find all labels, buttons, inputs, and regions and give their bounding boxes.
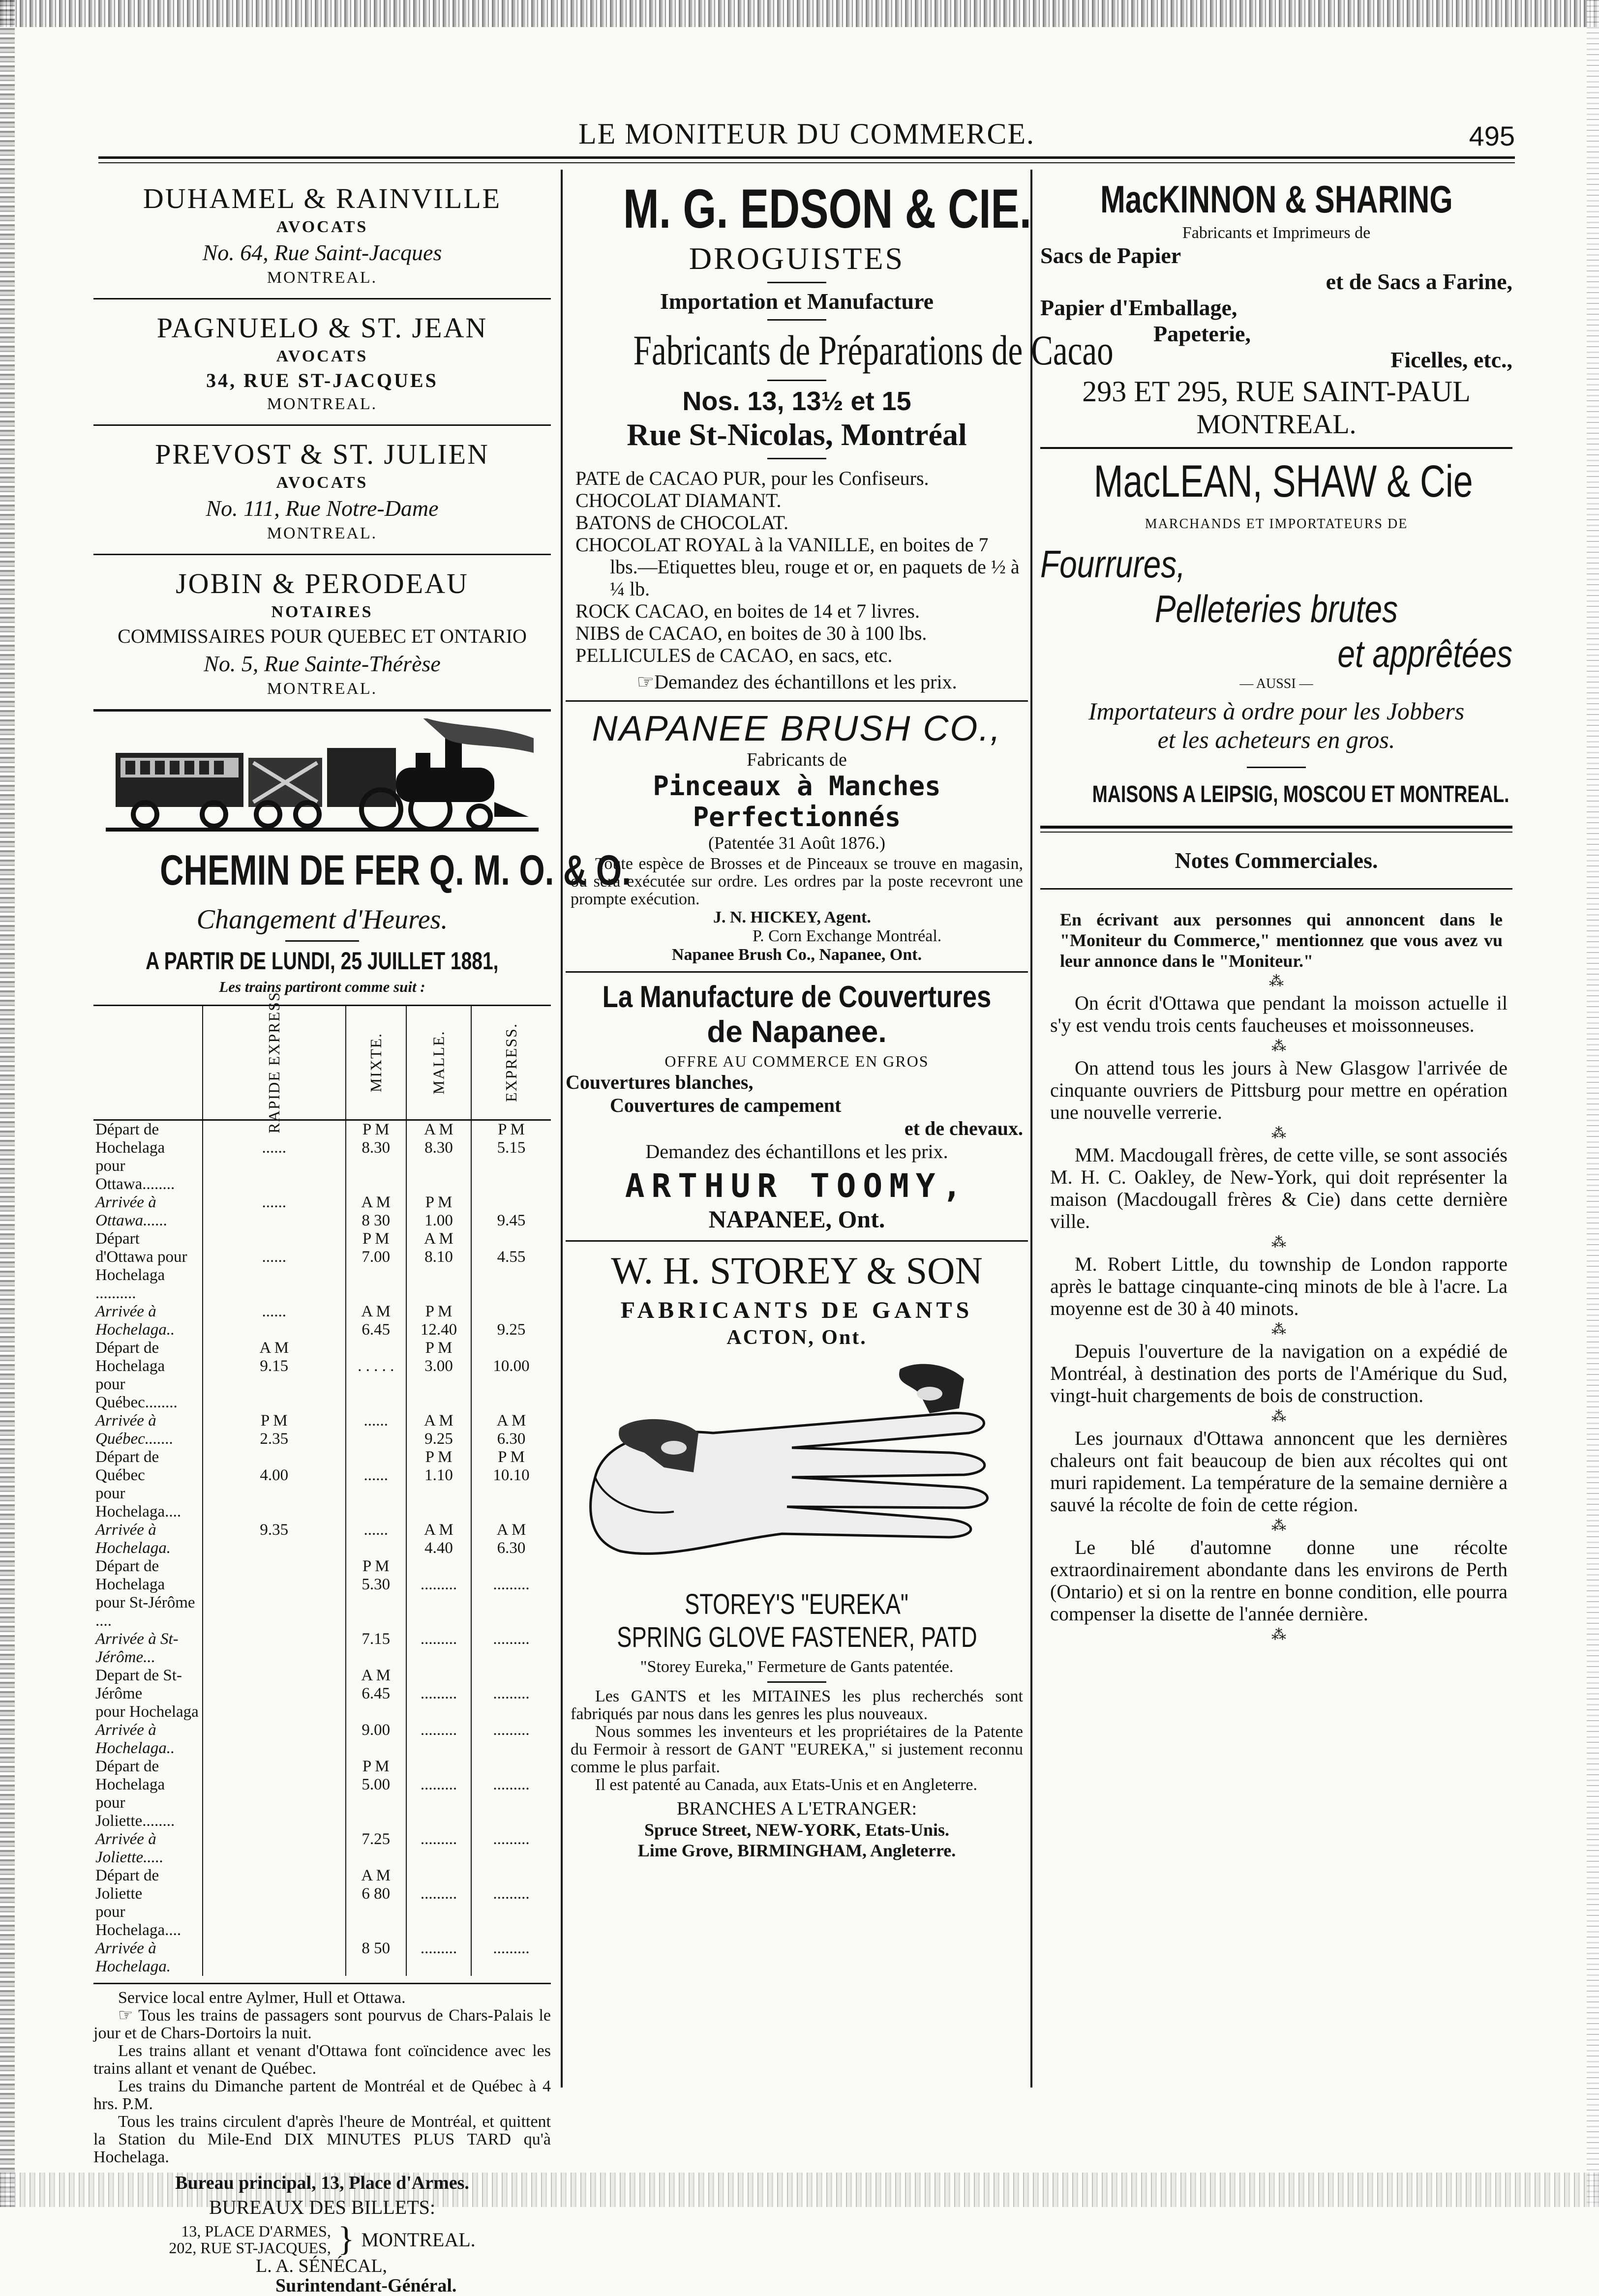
- table-row: [93, 1758, 551, 1830]
- storey-p2: Nous sommes les inventeurs et les propriétaires de la Patente du Fermoir à ressort de GANT "EUREKA," si justement reconnu comme le plus parfait.: [571, 1723, 1023, 1776]
- running-head: [98, 113, 1515, 152]
- asterism: ⁂: [1271, 1408, 1286, 1425]
- rail-subtitle: Changement d'Heures.: [196, 904, 448, 935]
- timetable-cell: [203, 1557, 346, 1630]
- brace: }: [337, 2220, 355, 2258]
- card-pagnuelo: [93, 306, 551, 417]
- table-row: [93, 1557, 551, 1630]
- card-city: MONTREAL.: [267, 395, 378, 413]
- divider: [767, 380, 826, 381]
- sign-name: L. A. SÉNÉCAL,: [256, 2256, 388, 2276]
- table-row: [93, 1721, 551, 1758]
- card-address: 34, RUE ST-JACQUES: [206, 369, 438, 391]
- ad-storey: [566, 1249, 1028, 1683]
- divider: [93, 424, 551, 426]
- timetable-cell: ......: [346, 1448, 406, 1521]
- ticket-city: MONTREAL.: [361, 2228, 476, 2251]
- glove-illustration-icon: [575, 1354, 1018, 1585]
- column-1: [93, 177, 631, 2296]
- couv-city: NAPANEE, Ont.: [708, 1205, 885, 1233]
- table-row: [93, 1339, 551, 1412]
- timetable-cell: 7.25: [346, 1830, 406, 1867]
- note-paragraph: On écrit d'Ottawa que pendant la moisson actuelle il s'y est vendu trois cents faucheuses et moissonneuses.: [1050, 992, 1508, 1036]
- timetable-cell: 9.45: [471, 1193, 551, 1230]
- mackinnon-line-1: Fabricants et Imprimeurs de: [1182, 224, 1371, 242]
- column-rule-2: [1030, 170, 1032, 2087]
- scan-edge-top: [0, 0, 1599, 27]
- couv-offer: OFFRE AU COMMERCE EN GROS: [664, 1052, 929, 1070]
- timetable-cell: P M 7.00: [346, 1230, 406, 1303]
- divider: [566, 1240, 1028, 1242]
- storey-p1: Les GANTS et les MITAINES les plus recherchés sont fabriqués par nous dans les genres les plus nouveaux.: [571, 1687, 1023, 1723]
- edson-ask: ☞Demandez des échantillons et les prix.: [636, 671, 957, 693]
- table-row: [93, 1303, 551, 1339]
- timetable-station: Depart de St-Jérôme pour Hochelaga: [95, 1667, 199, 1721]
- storey-branch-1: Spruce Street, NEW-YORK, Etats-Unis.: [644, 1820, 949, 1840]
- maclean-aussi: — AUSSI —: [1239, 676, 1313, 691]
- timetable-header: EXPRESS.: [471, 1006, 551, 1120]
- timetable-cell: 9.25: [471, 1303, 551, 1339]
- table-row: [93, 1521, 551, 1557]
- storey-caption: "Storey Eureka," Fermeture de Gants patentée.: [640, 1658, 954, 1676]
- list-item: PELLICULES de CACAO, en sacs, etc.: [575, 644, 893, 666]
- divider: [566, 971, 1028, 973]
- timetable-station: Départ de Hochelaga pour Joliette........: [95, 1758, 175, 1830]
- rail-billets: BUREAUX DES BILLETS:: [209, 2196, 435, 2218]
- storey-city: ACTON, Ont.: [726, 1326, 867, 1349]
- notes-title: Notes Commerciales.: [1175, 848, 1378, 873]
- timetable-cell: P M 10.10: [471, 1448, 551, 1521]
- rail-note-line: Service local entre Aylmer, Hull et Ottawa.: [118, 1989, 406, 2007]
- timetable-cell: 10.00: [471, 1339, 551, 1412]
- timetable-cell: A M 8.10: [406, 1230, 471, 1303]
- table-row: [93, 1630, 551, 1667]
- divider: [93, 554, 551, 555]
- storey-brand-2: SPRING GLOVE FASTENER, PATD: [616, 1621, 977, 1653]
- timetable-cell: [203, 1867, 346, 1939]
- table-row: [93, 1230, 551, 1303]
- timetable-cell: ......: [203, 1230, 346, 1303]
- page-number: 495: [1469, 120, 1515, 151]
- locomotive-icon: [106, 718, 539, 836]
- rail-bureau: Bureau principal, 13, Place d'Armes.: [175, 2173, 469, 2193]
- asterism: ⁂: [1271, 1627, 1286, 1643]
- storey-name: W. H. STOREY & SON: [611, 1249, 983, 1292]
- timetable-cell: P M 2.35: [203, 1412, 346, 1448]
- card-name: JOBIN & PERODEAU: [176, 567, 469, 599]
- asterism: ⁂: [1271, 1125, 1286, 1141]
- table-row: [93, 1120, 551, 1194]
- divider: [1040, 447, 1512, 449]
- card-profession: NOTAIRES: [271, 603, 373, 621]
- list-item: PATE de CACAO PUR, pour les Confiseurs.: [575, 467, 929, 489]
- list-item: BATONS de CHOCOLAT.: [575, 511, 788, 534]
- mackinnon-line-5: Papeterie,: [1153, 321, 1251, 346]
- timetable-cell: A M 6.30: [471, 1521, 551, 1557]
- timetable-cell: A M 9.15: [203, 1339, 346, 1412]
- timetable-cell: P M 5.00: [346, 1758, 406, 1830]
- timetable-cell: A M 6.45: [346, 1303, 406, 1339]
- couv-owner: ARTHUR TOOMY,: [625, 1167, 969, 1205]
- timetable-station: Arrivée à Hochelaga.: [95, 1939, 171, 1975]
- table-row: [93, 1448, 551, 1521]
- timetable-header-station: [93, 1006, 203, 1120]
- edson-nos: Nos. 13, 13½ et 15: [682, 387, 911, 416]
- ad-mackinnon: [1040, 177, 1512, 242]
- divider: [93, 298, 551, 299]
- table-row: [93, 1830, 551, 1867]
- maclean-houses: MAISONS A LEIPSIG, MOSCOU ET MONTREAL.: [1092, 781, 1509, 807]
- journal-title: LE MONITEUR DU COMMERCE.: [578, 118, 1035, 150]
- table-row: [93, 1412, 551, 1448]
- ad-couvertures: [566, 980, 1028, 1071]
- napanee-company: Napanee Brush Co., Napanee, Ont.: [671, 946, 922, 964]
- column-rule-1: [561, 170, 563, 2087]
- timetable-cell: .........: [406, 1667, 471, 1721]
- rail-note: Les trains partiront comme suit :: [219, 978, 425, 995]
- sign-title: Surintendant-Général.: [275, 2275, 457, 2296]
- note-paragraph: Depuis l'ouverture de la navigation on a expédié de Montréal, à destination des ports de l'Amérique du Sud, vingt-huit chargements de bois de construction.: [1050, 1340, 1508, 1406]
- napanee-agent: J. N. HICKEY, Agent.: [713, 908, 871, 926]
- card-line: COMMISSAIRES POUR QUEBEC ET ONTARIO: [118, 625, 527, 647]
- timetable-cell: [203, 1630, 346, 1667]
- napanee-text: Toute espèce de Brosses et de Pinceaux se trouve en magasin, ou sera exécutée sur ordre. Les ordres par la poste recevront une prompte exécution.: [571, 855, 1023, 908]
- edson-trade: DROGUISTES: [689, 241, 905, 276]
- maclean-fur-3: et apprêtées: [1337, 632, 1512, 675]
- timetable-station: Arrivée à Hochelaga.: [95, 1521, 171, 1557]
- timetable-cell: 7.15: [346, 1630, 406, 1667]
- ticket-address-2: 202, RUE ST-JACQUES,: [169, 2239, 331, 2257]
- divider: [1040, 888, 1512, 890]
- asterism: ⁂: [1271, 1038, 1286, 1054]
- timetable-cell: .........: [406, 1721, 471, 1758]
- divider: [767, 1681, 826, 1683]
- couv-title-2: de Napanee.: [707, 1015, 887, 1049]
- timetable-cell: P M 3.00: [406, 1339, 471, 1412]
- timetable-cell: A M 6.45: [346, 1667, 406, 1721]
- mackinnon-line-6: Ficelles, etc.,: [1390, 347, 1512, 372]
- timetable-station: Départ de Hochelaga pour Québec........: [95, 1339, 178, 1411]
- timetable-cell: 4.00: [203, 1448, 346, 1521]
- maclean-fur-1: Fourrures,: [1040, 542, 1186, 586]
- timetable-cell: .........: [471, 1939, 551, 1976]
- list-item: ROCK CACAO, en boites de 14 et 7 livres.: [575, 600, 920, 622]
- timetable-station: Départ d'Ottawa pour Hochelaga ..........: [95, 1230, 187, 1302]
- card-address: No. 64, Rue Saint-Jacques: [202, 240, 442, 265]
- rail-note-line: ☞ Tous les trains de passagers sont pourvus de Chars-Palais le jour et de Chars-Dortoirs la nuit.: [93, 2006, 551, 2042]
- timetable-cell: .........: [406, 1830, 471, 1867]
- edson-fabr: Fabricants de Préparations de Cacao: [633, 327, 1114, 374]
- edson-name: M. G. EDSON & CIE.: [623, 178, 1032, 239]
- asterism: ⁂: [1271, 1321, 1286, 1338]
- card-city: MONTREAL.: [267, 680, 378, 698]
- timetable-cell: ......: [203, 1193, 346, 1230]
- card-city: MONTREAL.: [267, 268, 378, 287]
- column-3: [1040, 177, 1512, 1645]
- maclean-name: MacLEAN, SHAW & Cie: [1093, 456, 1473, 507]
- divider: [93, 709, 551, 712]
- card-name: DUHAMEL & RAINVILLE: [143, 182, 502, 214]
- rail-notes: [93, 1989, 551, 2166]
- couv-ask: Demandez des échantillons et les prix.: [645, 1140, 948, 1163]
- timetable-cell: .........: [406, 1758, 471, 1830]
- maclean-sub: MARCHANDS ET IMPORTATEURS DE: [1145, 516, 1408, 532]
- double-rule-thin: [1040, 832, 1512, 833]
- edson-street: Rue St-Nicolas, Montréal: [627, 417, 967, 452]
- mackinnon-line-3: et de Sacs a Farine,: [1326, 269, 1512, 294]
- timetable-cell: [203, 1667, 346, 1721]
- couv-line-1: Couvertures blanches,: [566, 1071, 754, 1093]
- asterism: ⁂: [1271, 1518, 1286, 1534]
- napanee-fab: Fabricants de: [747, 749, 847, 770]
- card-jobin: [93, 562, 551, 702]
- rail-note-line: Tous les trains circulent d'après l'heure de Montréal, et quittent la Station du Mile-End DIX MINUTES PLUS TARD qu'à Hochelaga.: [93, 2113, 551, 2166]
- maclean-importers-1: Importateurs à ordre pour les Jobbers: [1088, 697, 1465, 725]
- couv-line-3: et de chevaux.: [904, 1117, 1023, 1139]
- notes-lead: En écrivant aux personnes qui annoncent dans le "Moniteur du Commerce," mentionnez que vous avez vu leur annonce dans le "Moniteur.": [1060, 910, 1503, 971]
- timetable-station: Départ de Hochelaga pour St-Jérôme ....: [95, 1557, 195, 1630]
- timetable-header: MALLE.: [406, 1006, 471, 1120]
- timetable-cell: ......: [203, 1303, 346, 1339]
- card-address: No. 111, Rue Notre-Dame: [206, 496, 439, 521]
- asterism: ⁂: [1271, 1234, 1286, 1251]
- note-paragraph: M. Robert Little, du township de London rapporte après le battage cinquante-cinq minots de ble à l'acre. La moyenne est de 30 à 40 minots.: [1050, 1253, 1508, 1319]
- note-paragraph: MM. Macdougall frères, de cette ville, se sont associés M. H. C. Oakley, de New-York, qui doit représenter la maison (Macdougall frères & Cie) dans cette dernière ville.: [1050, 1144, 1508, 1232]
- timetable-station: Arrivée à Québec.......: [95, 1412, 174, 1448]
- table-row: [93, 1939, 551, 1976]
- timetable-cell: P M 1.10: [406, 1448, 471, 1521]
- timetable-cell: P M 5.30: [346, 1557, 406, 1630]
- card-city: MONTREAL.: [267, 524, 378, 542]
- timetable-station: Arrivée à Joliette.....: [95, 1830, 164, 1866]
- timetable-cell: P M 1.00: [406, 1193, 471, 1230]
- ad-maclean: [1040, 456, 1512, 532]
- list-item: NIBS de CACAO, en boites de 30 à 100 lbs.: [575, 622, 927, 644]
- card-name: PREVOST & ST. JULIEN: [155, 438, 489, 470]
- timetable-cell: A M 6.30: [471, 1412, 551, 1448]
- rail-ticket-address: [93, 2220, 551, 2258]
- locomotive-illustration: [93, 718, 551, 841]
- timetable-cell: [203, 1721, 346, 1758]
- timetable-cell: A M 9.25: [406, 1412, 471, 1448]
- card-profession: AVOCATS: [276, 218, 368, 236]
- timetable-cell: 8 50: [346, 1939, 406, 1976]
- scan-edge-right: [1587, 0, 1599, 2207]
- mackinnon-address: 293 ET 295, RUE SAINT-PAUL: [1082, 375, 1471, 408]
- couv-line-2: Couvertures de campement: [610, 1094, 842, 1116]
- card-name: PAGNUELO & ST. JEAN: [156, 312, 488, 344]
- timetable-station: Arrivée à St-Jérôme...: [95, 1630, 179, 1666]
- edson-items: [566, 464, 1028, 666]
- divider: [1247, 767, 1306, 768]
- timetable-cell: 9.00: [346, 1721, 406, 1758]
- rail-signature: [93, 2256, 551, 2296]
- card-duhamel: [93, 177, 551, 291]
- rail-block: [93, 846, 631, 996]
- maclean-importers-2: et les acheteurs en gros.: [1157, 726, 1395, 753]
- timetable-station: Départ de Joliette pour Hochelaga....: [95, 1867, 181, 1939]
- timetable-cell: .........: [406, 1630, 471, 1667]
- asterism: ⁂: [1269, 973, 1284, 989]
- head-rule-thin: [98, 162, 1515, 163]
- timetable-cell: 4.55: [471, 1230, 551, 1303]
- timetable-cell: .........: [471, 1630, 551, 1667]
- note-paragraph: Le blé d'automne donne une récolte extraordinairement abondante dans les environs de Perth (Ontario) et si on la rentre en bonne condition, elle pourra compenser la disette de l'année dernière.: [1050, 1536, 1508, 1625]
- timetable-cell: . . . . .: [346, 1339, 406, 1412]
- napanee-agent-address: P. Corn Exchange Montréal.: [753, 927, 942, 945]
- ad-napanee-brush: [566, 709, 1028, 853]
- note-paragraph: On attend tous les jours à New Glasgow l'arrivée de cinquante ouvriers de Pittsburg pour mettre en opération une nouvelle verrerie.: [1050, 1057, 1508, 1123]
- head-rule: [98, 156, 1515, 159]
- mackinnon-name: MacKINNON & SHARING: [1100, 178, 1453, 221]
- list-item: CHOCOLAT ROYAL à la VANILLE, en boites de 7 lbs.—Etiquettes bleu, rouge et or, en paquets de ½ à ¼ lb.: [575, 534, 1020, 600]
- napanee-product: Pinceaux à Manches Perfectionnés: [653, 771, 941, 833]
- card-prevost: [93, 433, 551, 547]
- mackinnon-line-4: Papier d'Emballage,: [1040, 295, 1237, 320]
- table-row: [93, 1667, 551, 1721]
- timetable-cell: .........: [406, 1939, 471, 1976]
- storey-branch-2: Lime Grove, BIRMINGHAM, Angleterre.: [637, 1841, 956, 1860]
- notes-paragraphs: [1040, 992, 1512, 1642]
- scan-edge-left: [0, 0, 15, 2207]
- table-row: [93, 1867, 551, 1939]
- timetable-cell: .........: [406, 1867, 471, 1939]
- divider: [767, 458, 826, 459]
- maclean-fur-2: Pelleteries brutes: [1154, 587, 1398, 630]
- couv-title-1: La Manufacture de Couvertures: [602, 980, 992, 1014]
- timetable-cell: P M 5.15: [471, 1120, 551, 1194]
- timetable-cell: [203, 1830, 346, 1867]
- rail-note-line: Les trains allant et venant d'Ottawa font coïncidence avec les trains allant et venant de Québec.: [93, 2042, 551, 2078]
- timetable-cell: .........: [471, 1867, 551, 1939]
- timetable-cell: P M 8.30: [346, 1120, 406, 1194]
- storey-p3: Il est patenté au Canada, aux Etats-Unis et en Angleterre.: [595, 1776, 977, 1794]
- rail-date: A PARTIR DE LUNDI, 25 JUILLET 1881,: [146, 947, 499, 975]
- list-item: CHOCOLAT DIAMANT.: [575, 489, 782, 511]
- timetable-station: Arrivée à Hochelaga..: [95, 1303, 175, 1339]
- divider: [767, 282, 826, 283]
- rail-title: CHEMIN DE FER Q. M. O. & O.: [160, 847, 631, 894]
- timetable-cell: .........: [471, 1667, 551, 1721]
- ticket-address-1: 13, PLACE D'ARMES,: [181, 2222, 331, 2240]
- divider: [767, 319, 826, 321]
- edson-import: Importation et Manufacture: [660, 289, 934, 314]
- rail-note-line: Les trains du Dimanche partent de Montréal et de Québec à 4 hrs. P.M.: [93, 2077, 551, 2113]
- card-profession: AVOCATS: [276, 347, 368, 365]
- timetable-header: MIXTE.: [346, 1006, 406, 1120]
- timetable-cell: A M 8 30: [346, 1193, 406, 1230]
- mackinnon-city: MONTREAL.: [1196, 409, 1357, 440]
- card-profession: AVOCATS: [276, 474, 368, 492]
- timetable-cell: ......: [346, 1412, 406, 1448]
- divider: [285, 940, 359, 942]
- timetable-cell: ......: [203, 1120, 346, 1194]
- timetable-cell: ......: [346, 1521, 406, 1557]
- timetable-station: Départ de Hochelaga pour Ottawa........: [95, 1121, 175, 1193]
- timetable-cell: [203, 1758, 346, 1830]
- card-address: No. 5, Rue Sainte-Thérèse: [204, 651, 441, 676]
- divider: [566, 700, 1028, 702]
- napanee-patent: (Patentée 31 Août 1876.): [708, 833, 885, 853]
- rail-timetable: [93, 991, 551, 1976]
- timetable-cell: A M 6 80: [346, 1867, 406, 1939]
- table-row: [93, 1193, 551, 1230]
- mackinnon-line-2: Sacs de Papier: [1040, 243, 1181, 268]
- timetable-cell: P M 12.40: [406, 1303, 471, 1339]
- napanee-name: NAPANEE BRUSH CO.,: [592, 709, 1002, 748]
- note-paragraph: Les journaux d'Ottawa annoncent que les dernières chaleurs ont fait beaucoup de bien aux récoltes qui ont muri rapidement. La température de la semaine dernière a sauvé la récolte de foin de cette région.: [1050, 1427, 1508, 1516]
- timetable-cell: A M 4.40: [406, 1521, 471, 1557]
- timetable-header: RAPIDE EXPRESS: [203, 1006, 346, 1120]
- timetable-cell: .........: [471, 1758, 551, 1830]
- storey-brand-1: STOREY'S "EUREKA": [685, 1588, 909, 1620]
- double-rule: [1040, 826, 1512, 829]
- timetable-cell: 9.35: [203, 1521, 346, 1557]
- timetable-station: Départ de Québec pour Hochelaga....: [95, 1448, 181, 1521]
- timetable-cell: .........: [471, 1557, 551, 1630]
- timetable-body: [93, 1120, 551, 1976]
- divider: [93, 1983, 551, 1984]
- timetable-cell: A M 8.30: [406, 1120, 471, 1194]
- timetable-cell: .........: [471, 1721, 551, 1758]
- timetable-station: Arrivée à Ottawa......: [95, 1193, 168, 1229]
- storey-trade: FABRICANTS DE GANTS: [620, 1297, 973, 1323]
- storey-branches: BRANCHES A L'ETRANGER:: [676, 1798, 917, 1819]
- timetable-cell: .........: [406, 1557, 471, 1630]
- timetable-station: Arrivée à Hochelaga..: [95, 1721, 175, 1757]
- timetable-cell: [203, 1939, 346, 1976]
- timetable-cell: .........: [471, 1830, 551, 1867]
